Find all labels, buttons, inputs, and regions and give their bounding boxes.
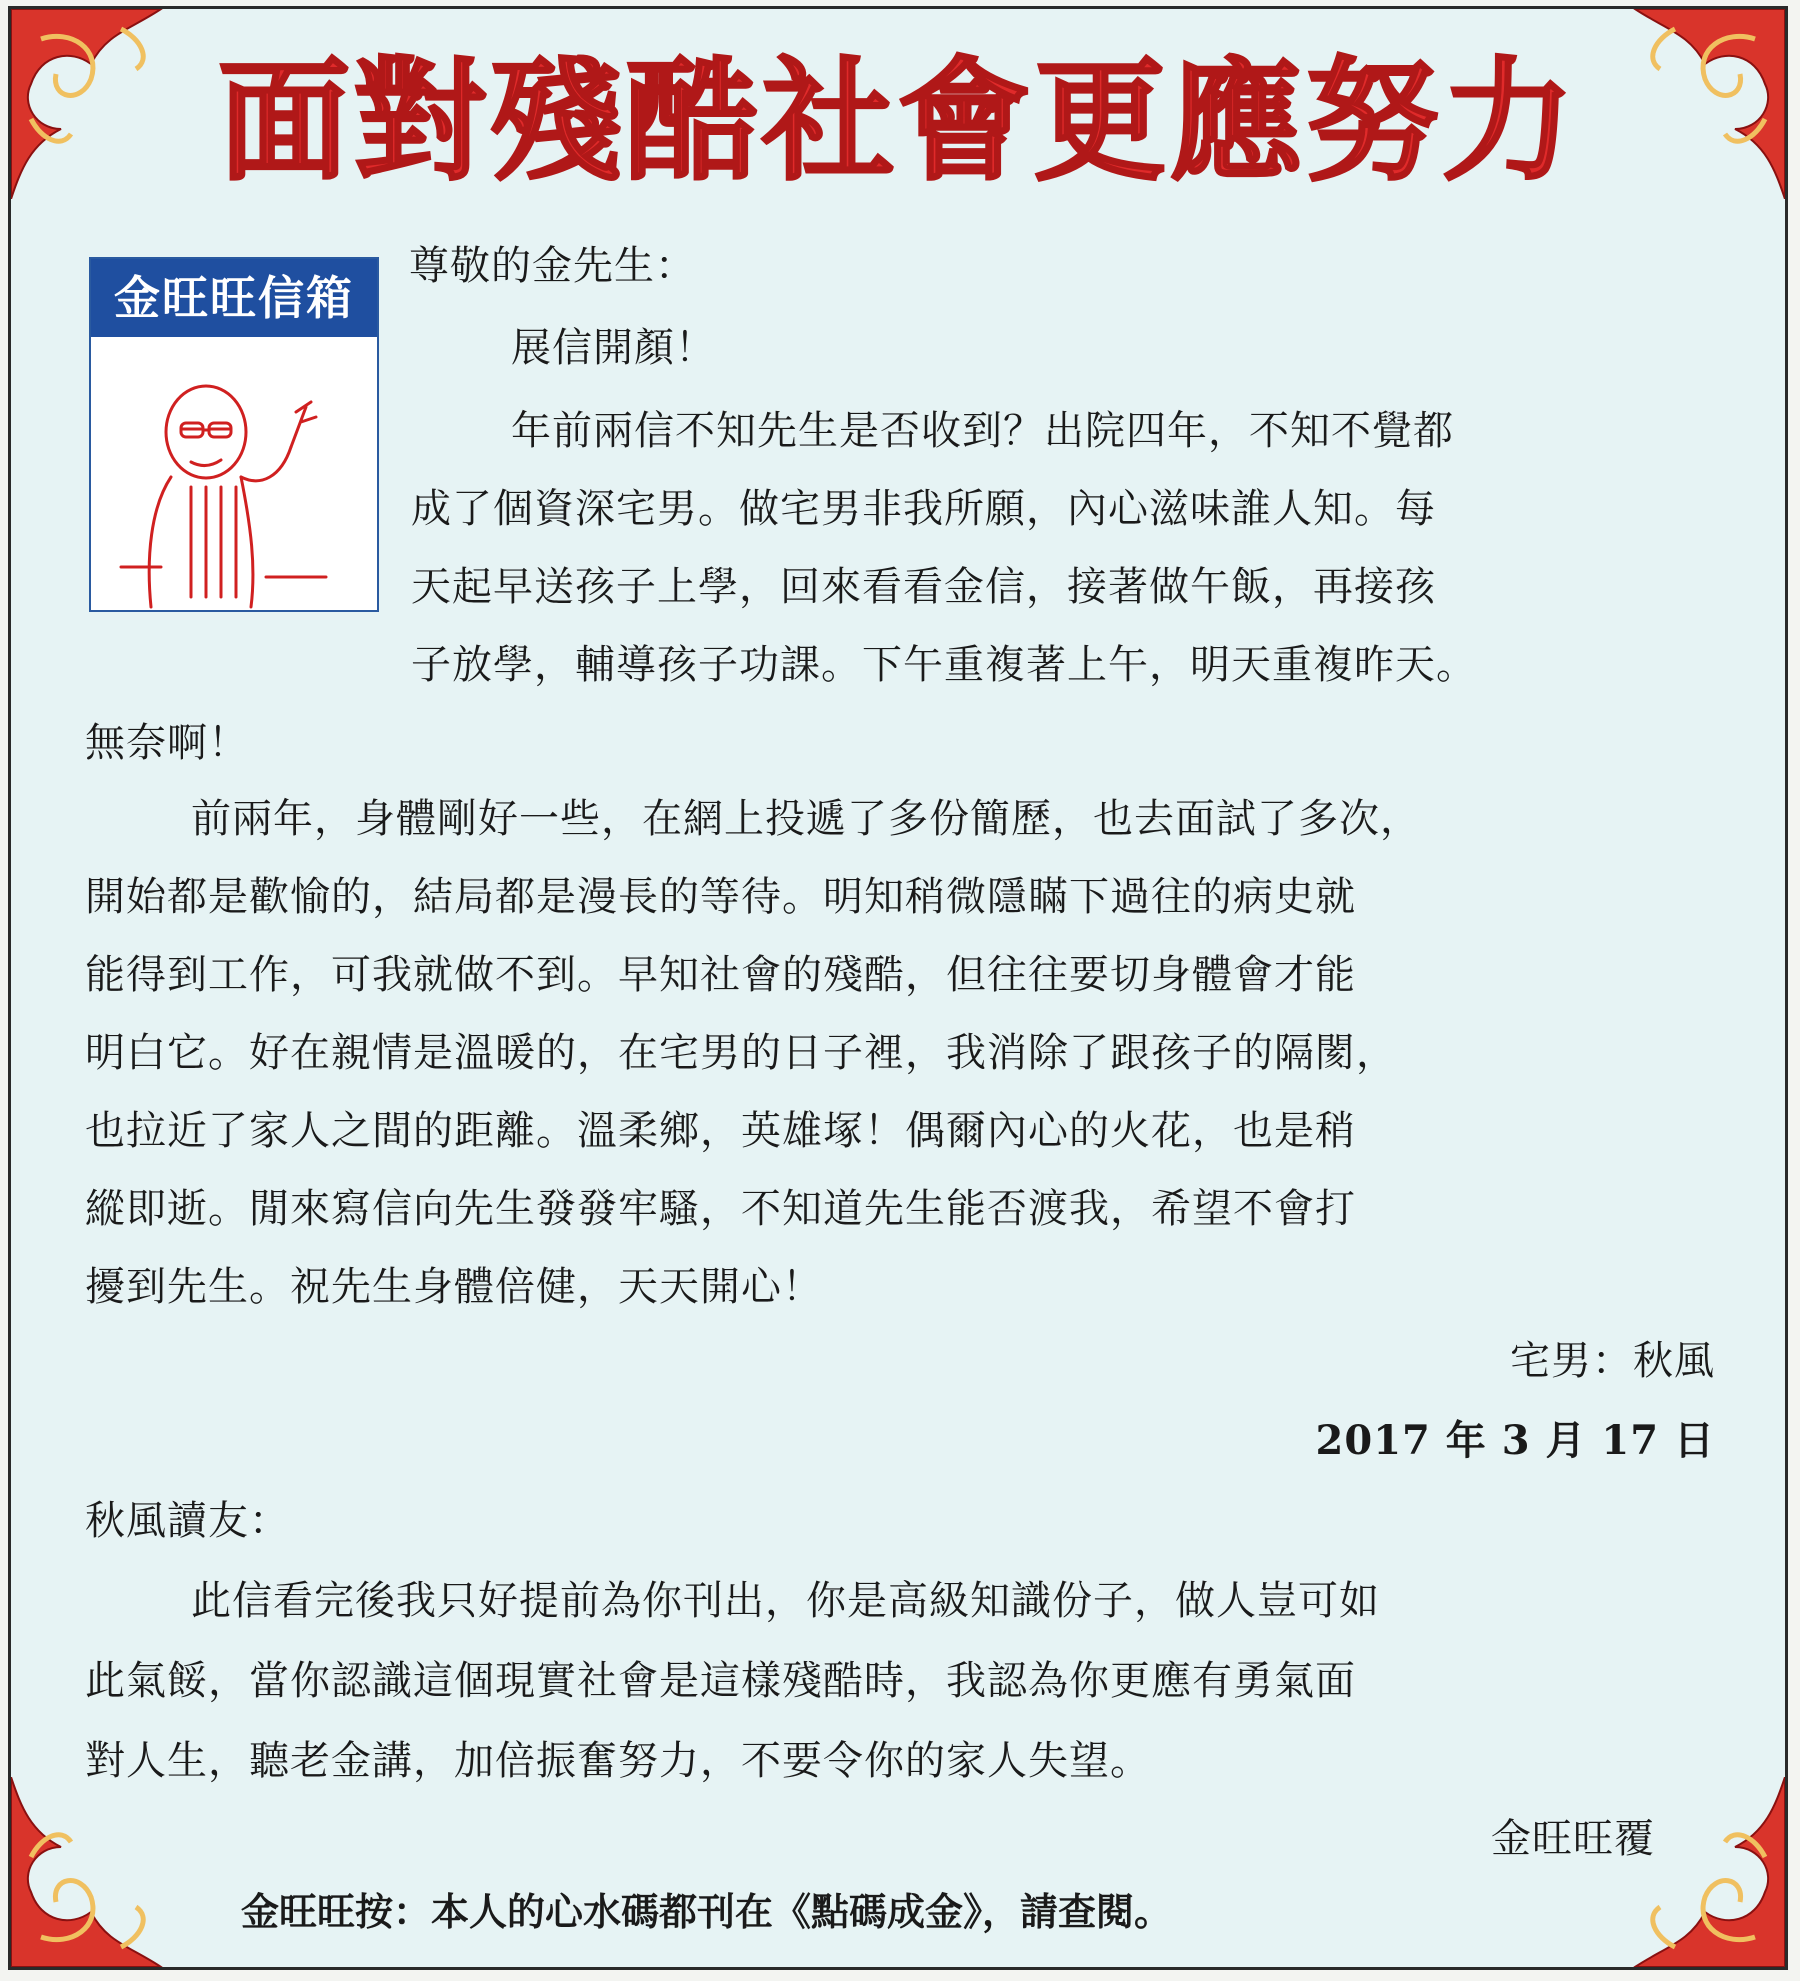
reply-signature: 金旺旺覆 bbox=[1491, 1816, 1655, 1862]
columnist-illustration bbox=[91, 337, 377, 610]
letter-line: 明白它。好在親情是溫暖的，在宅男的日子裡，我消除了跟孩子的隔閡， bbox=[85, 1030, 1397, 1076]
letter-line: 開始都是歡愉的，結局都是漫長的等待。明知稍微隱瞞下過往的病史就 bbox=[85, 874, 1356, 920]
letter-signature: 宅男：秋風 bbox=[1510, 1338, 1715, 1384]
letter-line: 子放學，輔導孩子功課。下午重複著上午，明天重複昨天。 bbox=[411, 642, 1477, 688]
reply-line: 此氣餒，當你認識這個現實社會是這樣殘酷時，我認為你更應有勇氣面 bbox=[85, 1658, 1356, 1704]
letter-line: 擾到先生。祝先生身體倍健，天天開心！ bbox=[85, 1264, 823, 1310]
letter-line: 縱即逝。閒來寫信向先生發發牢騷，不知道先生能否渡我，希望不會打 bbox=[85, 1186, 1356, 1232]
letter-line: 能得到工作，可我就做不到。早知社會的殘酷，但往往要切身體會才能 bbox=[85, 952, 1356, 998]
letter-line: 成了個資深宅男。做宅男非我所願，內心滋味誰人知。每 bbox=[411, 486, 1436, 532]
letter-line: 天起早送孩子上學，回來看看金信，接著做午飯，再接孩 bbox=[411, 564, 1436, 610]
letter-salutation: 尊敬的金先生： bbox=[409, 243, 696, 289]
letter-line: 也拉近了家人之間的距離。溫柔鄉，英雄塚！偶爾內心的火花，也是稍 bbox=[85, 1108, 1356, 1154]
reply-line: 對人生，聽老金講，加倍振奮努力，不要令你的家人失望。 bbox=[85, 1738, 1151, 1784]
column-badge-title: 金旺旺信箱 bbox=[91, 259, 377, 337]
reply-salutation: 秋風讀友： bbox=[85, 1498, 290, 1544]
letter-page bbox=[8, 6, 1788, 1970]
headline: 面對殘酷社會更應努力 bbox=[218, 45, 1578, 199]
reply-line: 此信看完後我只好提前為你刊出，你是高級知識份子，做人豈可如 bbox=[191, 1578, 1380, 1624]
letter-line: 無奈啊！ bbox=[85, 720, 249, 766]
column-badge bbox=[89, 257, 379, 612]
letter-line: 前兩年，身體剛好一些，在網上投遞了多份簡歷，也去面試了多次， bbox=[191, 796, 1421, 842]
letter-line: 年前兩信不知先生是否收到？出院四年，不知不覺都 bbox=[511, 408, 1454, 454]
corner-ornament-bottom-left bbox=[11, 1777, 201, 1967]
letter-date: 2017 年 3 月 17 日 bbox=[1315, 1417, 1715, 1464]
corner-ornament-bottom-right bbox=[1595, 1777, 1785, 1967]
footer-note: 金旺旺按：本人的心水碼都刊在《點碼成金》，請查閱。 bbox=[241, 1890, 1173, 1934]
letter-greeting: 展信開顏！ bbox=[511, 325, 716, 371]
